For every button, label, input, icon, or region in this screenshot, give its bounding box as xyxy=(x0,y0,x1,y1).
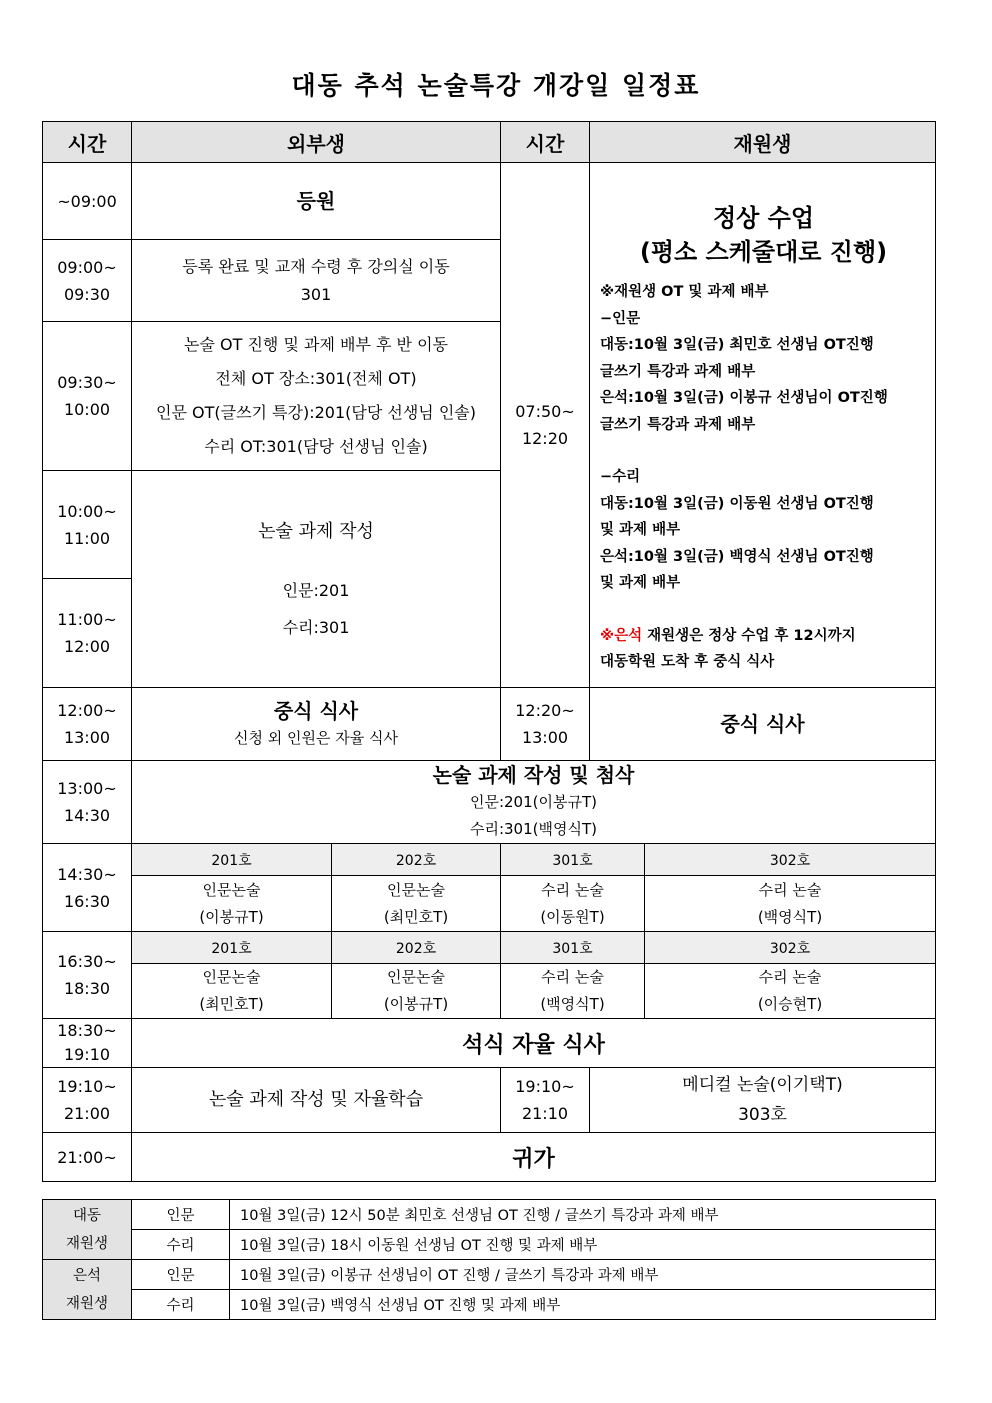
class-cell xyxy=(645,876,936,932)
class-subject: 인문논술 xyxy=(202,880,261,899)
note-line xyxy=(600,623,927,650)
note-spacer xyxy=(600,597,927,623)
class-cell xyxy=(132,964,332,1019)
note-line: 글쓰기 특강과 과제 배부 xyxy=(600,363,756,380)
class-subject: 수리 논술 xyxy=(758,880,822,899)
dismissal-cell: 귀가 xyxy=(132,1133,936,1182)
page-title: 대동 추석 논술특강 개강일 일정표 xyxy=(291,71,701,100)
room-202: 202호 xyxy=(332,932,501,964)
time-cell xyxy=(43,1068,132,1133)
schedule-text: 10월 3일(금) 백영식 선생님 OT 진행 및 과제 배부 xyxy=(230,1290,936,1320)
subject-cell: 인문 xyxy=(132,1200,230,1230)
regular-class-cell xyxy=(590,163,936,688)
row-evening xyxy=(43,1068,936,1133)
cell-line: 수리:301(백영식T) xyxy=(469,820,597,838)
cell-line: 수리 OT:301(담당 선생님 인솔) xyxy=(204,437,428,456)
time-start: 10:00~ xyxy=(57,501,117,521)
time-cell xyxy=(43,688,132,761)
note-line: −수리 xyxy=(600,469,641,485)
time-end: 16:30 xyxy=(63,891,111,911)
summary-row xyxy=(43,1290,936,1320)
class-cell xyxy=(332,876,501,932)
regular-class-title xyxy=(600,201,927,269)
class-teacher: (이봉규T) xyxy=(383,995,449,1013)
time-end: 21:00 xyxy=(63,1104,111,1123)
room-302: 302호 xyxy=(645,932,936,964)
group-eunseok xyxy=(43,1260,132,1320)
subject-cell: 수리 xyxy=(132,1230,230,1260)
note-line: −인문 xyxy=(600,310,641,327)
medical-class-title: 메디컬 논술(이기택T) xyxy=(682,1075,843,1095)
time-start: 14:30~ xyxy=(57,864,117,884)
summary-row xyxy=(43,1230,936,1260)
correction-title: 논술 과제 작성 및 첨삭 xyxy=(432,763,635,787)
ot-cell xyxy=(132,322,501,471)
note-text: 재원생은 정상 수업 후 12시까지 xyxy=(642,627,856,644)
note-line: 및 과제 배부 xyxy=(600,522,681,538)
lunch-title: 중식 식사 xyxy=(273,698,359,723)
room-302: 302호 xyxy=(645,844,936,876)
dinner-cell: 석식 자율 식사 xyxy=(132,1019,936,1068)
regular-time-cell xyxy=(501,163,590,688)
note-line: 대동:10월 3일(금) 이동원 선생님 OT진행 xyxy=(600,495,874,512)
header-row xyxy=(43,122,936,163)
cell-line: 인문:201 xyxy=(282,580,350,600)
note-line: ※재원생 OT 및 과제 배부 xyxy=(600,284,769,300)
note-line: 은석:10월 3일(금) 백영식 선생님 OT진행 xyxy=(600,548,874,565)
arrival-cell: 등원 xyxy=(132,163,501,240)
time-end: 14:30 xyxy=(63,806,111,825)
time-start: 12:20~ xyxy=(515,701,575,720)
time-start: 19:10~ xyxy=(57,1077,117,1096)
room-301: 301호 xyxy=(501,844,645,876)
regular-title-line: 정상 수업 xyxy=(712,204,815,232)
time-end: 13:00 xyxy=(521,728,569,747)
registration-cell xyxy=(132,240,501,322)
header-time-2: 시간 xyxy=(501,122,590,163)
class-subject: 수리 논술 xyxy=(541,968,604,986)
class-teacher: (이봉규T) xyxy=(199,907,264,926)
note-line: 대동학원 도착 후 중식 식사 xyxy=(600,654,775,670)
time-end: 12:00 xyxy=(63,637,111,656)
self-study-cell: 논술 과제 작성 및 자율학습 xyxy=(132,1068,501,1133)
note-line: 은석:10월 3일(금) 이봉규 선생님이 OT진행 xyxy=(600,390,888,406)
row-arrival xyxy=(43,163,936,240)
class-subject: 인문논술 xyxy=(387,968,445,986)
cell-line: 수리:301 xyxy=(282,617,350,637)
regular-subtitle-line: (평소 스케줄대로 진행) xyxy=(639,238,888,266)
time-cell: ~09:00 xyxy=(43,163,132,240)
schedule-text: 10월 3일(금) 18시 이동원 선생님 OT 진행 및 과제 배부 xyxy=(230,1230,936,1260)
row-class2-subjects xyxy=(43,964,936,1019)
cell-line: 논술 OT 진행 및 과제 배부 후 반 이동 xyxy=(184,335,448,354)
time-cell: 21:00~ xyxy=(43,1133,132,1182)
row-class2-rooms xyxy=(43,932,936,964)
time-end: 11:00 xyxy=(63,528,111,548)
time-cell xyxy=(43,1019,132,1068)
regular-ot-summary-table xyxy=(42,1199,936,1320)
summary-row xyxy=(43,1260,936,1290)
time-cell-2 xyxy=(501,1068,590,1133)
note-line: 글쓰기 특강과 과제 배부 xyxy=(600,416,756,433)
room-301: 301호 xyxy=(501,932,645,964)
time-start: 07:50~ xyxy=(515,402,575,421)
regular-ot-note xyxy=(600,279,927,676)
schedule-text: 10월 3일(금) 이봉규 선생님이 OT 진행 / 글쓰기 특강과 과제 배부 xyxy=(230,1260,936,1290)
subject-cell: 수리 xyxy=(132,1290,230,1320)
time-cell xyxy=(43,932,132,1019)
cell-line: 인문:201(이봉규T) xyxy=(469,793,597,811)
row-class1-subjects xyxy=(43,876,936,932)
row-class1-rooms xyxy=(43,844,936,876)
room-201: 201호 xyxy=(132,844,332,876)
medical-class-room: 303호 xyxy=(738,1105,787,1125)
class-teacher: (최민호T) xyxy=(383,907,449,926)
time-start: 12:00~ xyxy=(57,701,117,720)
group-daedong xyxy=(43,1200,132,1260)
lunch-cell xyxy=(132,688,501,761)
group-name: 은석 xyxy=(72,1267,101,1284)
row-dismissal xyxy=(43,1133,936,1182)
note-spacer xyxy=(600,438,927,464)
row-dinner xyxy=(43,1019,936,1068)
subject-cell: 인문 xyxy=(132,1260,230,1290)
class-cell xyxy=(132,876,332,932)
class-teacher: (이승현T) xyxy=(757,995,823,1013)
time-cell xyxy=(43,322,132,471)
time-start: 18:30~ xyxy=(57,1021,117,1040)
time-cell xyxy=(43,844,132,932)
lunch-note: 신청 외 인원은 자율 식사 xyxy=(234,728,398,747)
time-start: 16:30~ xyxy=(57,952,117,971)
class-subject: 수리 논술 xyxy=(758,968,822,986)
cell-line: 301 xyxy=(300,284,332,304)
note-line: 및 과제 배부 xyxy=(600,575,681,591)
group-label: 재원생 xyxy=(65,1295,109,1312)
row-correction xyxy=(43,761,936,844)
schedule-text: 10월 3일(금) 12시 50분 최민호 선생님 OT 진행 / 글쓰기 특강과 과제 배부 xyxy=(230,1200,936,1230)
class-teacher: (백영식T) xyxy=(757,907,823,926)
correction-cell xyxy=(132,761,936,844)
header-regular: 재원생 xyxy=(590,122,936,163)
note-highlight: ※은석 xyxy=(600,627,643,644)
class-cell xyxy=(501,876,645,932)
time-start: 19:10~ xyxy=(515,1077,575,1096)
class-teacher: (최민호T) xyxy=(199,995,264,1013)
time-end: 12:20 xyxy=(521,429,569,448)
time-cell xyxy=(43,240,132,322)
time-cell xyxy=(43,761,132,844)
time-cell xyxy=(43,471,132,579)
time-cell xyxy=(43,579,132,688)
class-cell xyxy=(645,964,936,1019)
group-name: 대동 xyxy=(72,1207,101,1224)
class-cell xyxy=(332,964,501,1019)
header-outside: 외부생 xyxy=(132,122,501,163)
time-start: 09:30~ xyxy=(57,373,117,392)
time-start: 09:00~ xyxy=(57,257,117,277)
time-end: 19:10 xyxy=(63,1045,111,1064)
time-cell-2 xyxy=(501,688,590,761)
note-line: 대동:10월 3일(금) 최민호 선생님 OT진행 xyxy=(600,337,874,353)
class-subject: 인문논술 xyxy=(202,968,261,986)
class-teacher: (백영식T) xyxy=(540,995,605,1013)
row-lunch xyxy=(43,688,936,761)
cell-line: 등록 완료 및 교재 수령 후 강의실 이동 xyxy=(182,256,450,276)
class-teacher: (이동원T) xyxy=(540,907,605,926)
room-201: 201호 xyxy=(132,932,332,964)
group-label: 재원생 xyxy=(65,1235,109,1252)
class-cell xyxy=(501,964,645,1019)
room-202: 202호 xyxy=(332,844,501,876)
time-end: 21:10 xyxy=(521,1104,569,1123)
cell-line: 인문 OT(글쓰기 특강):201(담당 선생님 인솔) xyxy=(156,403,476,422)
time-start: 11:00~ xyxy=(57,610,117,629)
time-end: 09:30 xyxy=(63,284,111,304)
time-start: 13:00~ xyxy=(57,779,117,798)
lunch-regular-cell: 중식 식사 xyxy=(590,688,936,761)
cell-line: 논술 과제 작성 xyxy=(258,520,374,542)
summary-row xyxy=(43,1200,936,1230)
class-subject: 인문논술 xyxy=(387,880,445,899)
cell-line: 전체 OT 장소:301(전체 OT) xyxy=(215,369,417,388)
time-end: 10:00 xyxy=(63,400,111,419)
class-subject: 수리 논술 xyxy=(541,880,604,899)
schedule-table xyxy=(42,121,936,1182)
header-time: 시간 xyxy=(43,122,132,163)
writing-cell xyxy=(132,471,501,688)
medical-class-cell xyxy=(590,1068,936,1133)
time-end: 13:00 xyxy=(63,728,111,747)
time-end: 18:30 xyxy=(63,979,111,998)
